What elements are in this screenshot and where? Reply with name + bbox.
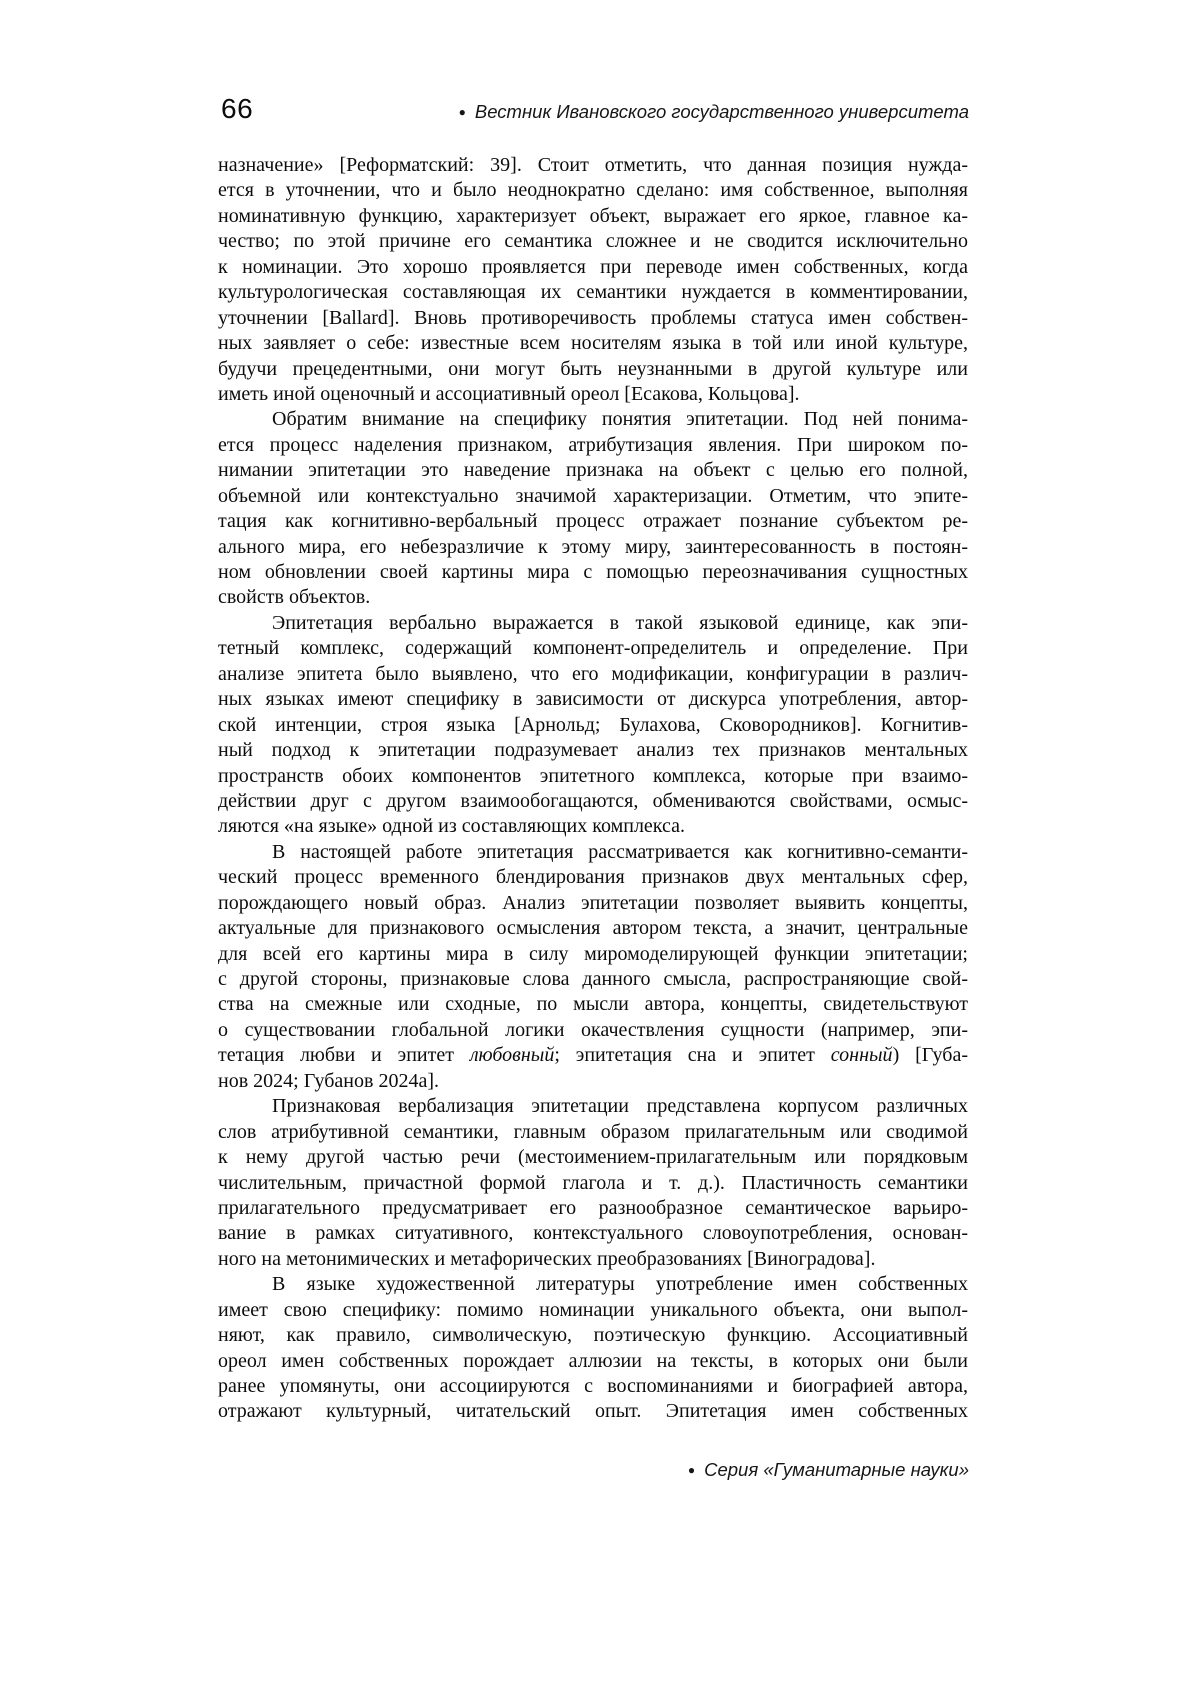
paragraph — [218, 153, 968, 407]
text-line: ального мира, его небезразличие к этому миру, заинтересованность в постоян- — [218, 535, 968, 558]
text-line: назначение» [Реформатский: 39]. Стоит отметить, что данная позиция нужда- — [218, 154, 968, 176]
journal-running-title — [459, 101, 969, 123]
text-line: ореол имен собственных порождает аллюзии на тексты, в которых они были — [218, 1349, 968, 1372]
text-line: к нему другой частью речи (местоимением-прилагательным или порядковым — [218, 1146, 968, 1169]
paragraph — [218, 611, 968, 840]
text-line: ный подход к эпитетации подразумевает анализ тех признаков ментальных — [218, 739, 968, 762]
text-line: слов атрибутивной семантики, главным образом прилагательным или сводимой — [218, 1120, 968, 1143]
text-line: тетный комплекс, содержащий компонент-определитель и определение. При — [218, 637, 968, 660]
text-line: к номинации. Это хорошо проявляется при переводе имен собственных, когда — [218, 255, 968, 278]
text-line: тация как когнитивно-вербальный процесс отражает познание субъектом ре- — [218, 510, 968, 533]
text-line: ческий процесс временного блендирования признаков двух ментальных сфер, — [218, 866, 968, 889]
text-line: ется процесс наделения признаком, атрибутизация явления. При широком по- — [218, 433, 968, 456]
text-line: свойств объектов. — [218, 586, 371, 609]
text-line: чество; по этой причине его семантика сложнее и не сводится исключительно — [218, 230, 968, 253]
text-line: ного на метонимических и метафорических преобразованиях [Виноградова]. — [218, 1247, 876, 1270]
page-footer — [688, 1459, 969, 1481]
journal-title-text: Вестник Ивановского государственного университета — [474, 101, 969, 122]
text-line: порождающего новый образ. Анализ эпитетации позволяет выявить концепты, — [218, 891, 968, 914]
text-line: ных языках имеют специфику в зависимости от дискурса употребления, автор- — [218, 688, 968, 711]
text-line: ется в уточнении, что и было неоднократно сделано: имя собственное, выполняя — [218, 179, 968, 202]
series-title-text: Серия «Гуманитарные науки» — [704, 1459, 969, 1480]
paragraph — [218, 1094, 968, 1272]
text-line: анализе эпитета было выявлено, что его модификации, конфигурации в различ- — [218, 662, 968, 685]
text-line: имеет свою специфику: помимо номинации уникального объекта, они выпол- — [218, 1298, 968, 1321]
text-line: пространств обоих компонентов эпитетного комплекса, которые при взаимо- — [218, 764, 968, 787]
article-body-text — [218, 153, 968, 1425]
paragraph — [218, 407, 968, 611]
text-line: будучи прецедентными, они могут быть неузнанными в другой культуре или — [218, 357, 968, 380]
text-line: ства на смежные или сходные, по мысли автора, концепты, свидетельствуют — [218, 993, 968, 1016]
text-line: Эпитетация вербально выражается в такой языковой единице, как эпи- — [272, 611, 968, 634]
text-line: уточнении [Ballard]. Вновь противоречивость проблемы статуса имен собствен- — [218, 306, 968, 329]
text-line: нов 2024; Губанов 2024а]. — [218, 1069, 439, 1092]
text-line: номинативную функцию, характеризует объект, выражает его яркое, главное ка- — [218, 204, 968, 227]
text-line: вание в рамках ситуативного, контекстуального словоупотребления, основан- — [218, 1222, 968, 1245]
text-line: ской интенции, строя языка [Арнольд; Булахова, Сковородников]. Когнитив- — [218, 713, 968, 736]
text-line: прилагательного предусматривает его разнообразное семантическое варьиро- — [218, 1196, 968, 1219]
text-line: ном обновлении своей картины мира с помощью переозначивания сущностных — [218, 561, 968, 583]
text-line: нимании эпитетации это наведение признака на объект с целью его полной, — [218, 459, 968, 482]
bullet-icon: ● — [687, 1463, 696, 1477]
page-header — [221, 93, 969, 125]
paragraph — [218, 840, 968, 1094]
text-line: объемной или контекстуально значимой характеризации. Отметим, что эпите- — [218, 484, 968, 507]
text-line: о существовании глобальной логики окачествления сущности (например, эпи- — [218, 1018, 968, 1041]
text-line: культурологическая составляющая их семантики нуждается в комментировании, — [218, 281, 968, 304]
text-line: В настоящей работе эпитетация рассматривается как когнитивно-семанти- — [272, 840, 968, 863]
text-line: иметь иной оценочный и ассоциативный ореол [Есакова, Кольцова]. — [218, 382, 800, 405]
text-line: числительным, причастной формой глагола и т. д.). Пластичность семантики — [218, 1171, 968, 1194]
text-line: В языке художественной литературы употребление имен собственных — [272, 1273, 968, 1296]
text-line: действии друг с другом взаимообогащаются, обмениваются свойствами, осмыс- — [218, 789, 968, 812]
bullet-icon: ● — [458, 105, 466, 119]
text-line: для всей его картины мира в силу миромоделирующей функции эпитетации; — [218, 942, 968, 965]
text-line: ранее упомянуты, они ассоциируются с воспоминаниями и биографией автора, — [218, 1375, 968, 1397]
paragraph — [218, 1272, 968, 1425]
text-line: ляются «на языке» одной из составляющих комплекса. — [218, 815, 686, 838]
text-line: ных заявляет о себе: известные всем носителям языка в той или иной культуре, — [218, 332, 968, 355]
text-line: с другой стороны, признаковые слова данного смысла, распространяющие свой- — [218, 968, 968, 990]
text-line: тетация любви и эпитет любовный; эпитетация сна и эпитет сонный) [Губа- — [218, 1044, 968, 1067]
text-line: отражают культурный, читательский опыт. Эпитетация имен собственных — [218, 1400, 968, 1423]
text-line: няют, как правило, символическую, поэтическую функцию. Ассоциативный — [218, 1324, 968, 1347]
text-line: актуальные для признакового осмысления автором текста, а значит, центральные — [218, 917, 968, 940]
text-line: Признаковая вербализация эпитетации представлена корпусом различных — [272, 1095, 968, 1118]
page-number: 66 — [221, 93, 254, 124]
text-line: Обратим внимание на специфику понятия эпитетации. Под ней понима- — [272, 408, 968, 431]
